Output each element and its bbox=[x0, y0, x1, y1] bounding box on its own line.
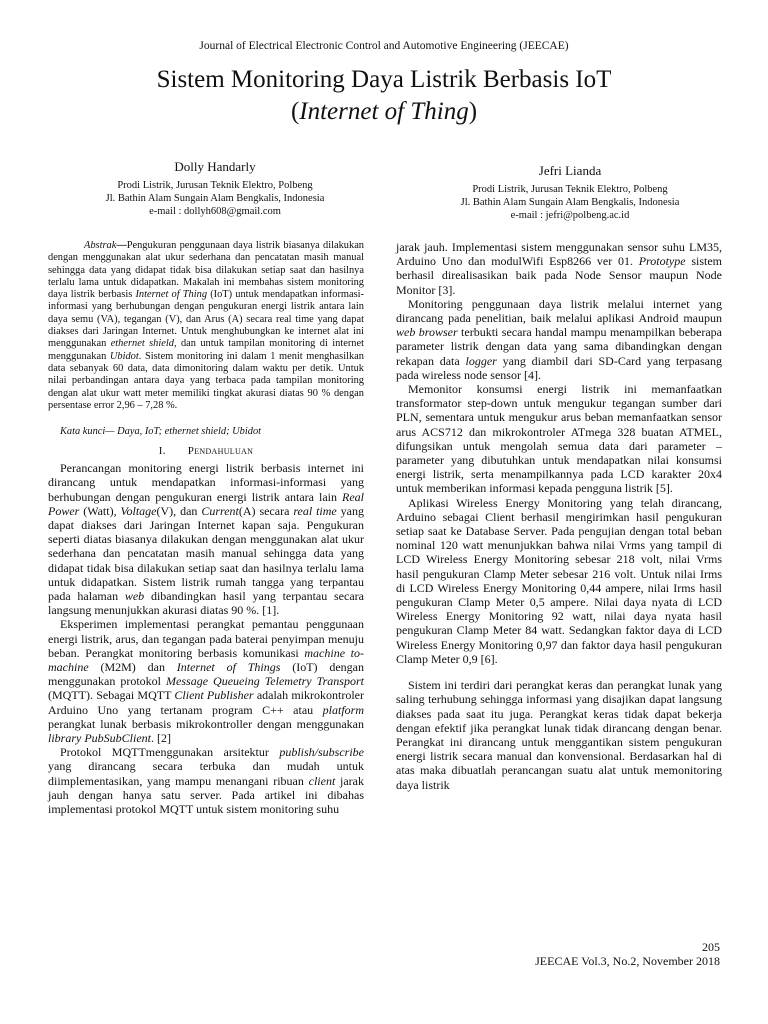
page-number: 205 bbox=[702, 940, 720, 954]
author-name: Dolly Handarly bbox=[174, 159, 256, 174]
author-email: e-mail : jefri@polbeng.ac.id bbox=[510, 210, 630, 221]
paragraph: jarak jauh. Implementasi sistem menggunakan sensor suhu LM35, Arduino Uno dan modulWifi Esp8266 ver 01. Prototype sistem berhasil direalisasikan baik pada Node Sensor maupun Node Monitor [3]. bbox=[396, 240, 722, 297]
keywords: Kata kunci— Daya, IoT; ethernet shield; Ubidot bbox=[60, 426, 262, 438]
author-email: e-mail : dollyh608@gmail.com bbox=[149, 206, 281, 217]
title-line-1: Sistem Monitoring Daya Listrik Berbasis IoT bbox=[156, 66, 612, 93]
abstract: Abstrak—Pengukuran penggunaan daya listrik biasanya dilakukan dengan menggunakan alat ukur sederhana dan pencatatan masih manual sehingga data yang didapat tidak bisa dilakukan setiap saat dan hasilnya terlalu lama untuk didapatkan. Makalah ini membahas sistem monitoring daya listrik berbasis Internet of Thing (IoT) untuk mendapatkan informasi-informasi yang berhubungan dengan pengukuran energi listrik antara lain daya semu (VA), tegangan (V), dan Arus (A) secara real time yang dapat diakses dari Jaringan Internet. Untuk menghubungkan ke internet alat ini menggunakan ethernet shield, dan untuk tampilan monitoring di internet menggunakan Ubidot. Sistem monitoring ini dalam 1 menit menghasilkan data sebanyak 60 data, data dimonitoring dalam waktu per detik. Untuk nilai perbandingan antara daya yang terbaca pada tampilan monitoring dengan alat ukur watt meter memiliki tingkat akurasi diatas 90 % dengan persentase error 2,96 – 7,28 %. bbox=[48, 240, 364, 411]
paragraph: Memonitor konsumsi energi listrik ini memanfaatkan transformator step-down untuk mengukur tegangan sumber dari PLN, sementara untuk mengukur arus beban memanfaatkan sensor arus ACS712 dan mikrokontroler ATmega 328 buatan ATMEL, difungsikan untuk mengolah semua data dari parameter – parameter yang dibutuhkan untuk mendapatkan nilai konsumsi energi listrik, serta menampilkannya pada LCD karakter 20x4 untuk memberikan informasi kepada pengguna listrik [5]. bbox=[396, 382, 722, 496]
paragraph: Protokol MQTTmenggunakan arsitektur publish/subscribe yang dirancang secara terbuka dan mudah untuk diimplementasikan, yang mampu menangani ribuan client jarak jauh dengan hanya satu server. Pada artikel ini dibahas implementasi protokol MQTT untuk sistem monitoring suhu bbox=[48, 745, 365, 817]
author-block-2 bbox=[390, 164, 750, 222]
section-heading: I. Pendahuluan bbox=[158, 445, 254, 458]
paragraph: Aplikasi Wireless Energy Monitoring yang telah dirancang, Arduino sebagai Client berhasil mengirimkan hasil pengukuran setiap saat ke Database Server. Pada pengujian dengan total beban nominal 120 watt menunjukkan bahwa nilai Vrms yang tampil di LCD Wireless Energy Monitoring sebesar 218 volt, nilai Vrms hasil pengukuran Clamp Meter sebesar 216 volt. Untuk nilai Irms di LCD Wireless Energy Monitoring 0,44 ampere, nilai Irms hasil pengukuran Clamp Meter 0,5 ampere. Nilai daya nyata di LCD Wireless Energy Monitoring 92 watt, nilai daya nyata hasil pengukuran Clamp Meter 84 watt. Sedangkan faktor daya di LCD Wireless Energy Monitoring 0,97 dan faktor daya hasil pengukuran Clamp Meter 0,9 [6]. bbox=[396, 495, 722, 666]
author-name: Jefri Lianda bbox=[538, 163, 602, 178]
paper-title bbox=[0, 64, 768, 128]
author-affiliation: Prodi Listrik, Jurusan Teknik Elektro, Polbeng bbox=[472, 184, 668, 195]
paragraph: Sistem ini terdiri dari perangkat keras dan perangkat lunak yang saling terhubung sehingga informasi yang disajikan dapat langsung diakses pada saat itu juga. Perangkat keras tidak dapat bekerja dengan efektif jika perangkat lunak tidak dirancang dengan benar. Perangkat ini dirancang untuk menggantikan sistem pengukuran energi listrik secara manual dan konvensional. Berdasarkan hal di atas maka dibuatlah perancangan suatu alat untuk memonitoring daya listrik bbox=[396, 678, 722, 792]
paragraph: Monitoring penggunaan daya listrik melalui internet yang dirancang pada penelitian, baik melalui aplikasi Android maupun web browser terbukti secara handal mampu menampilkan beberapa parameter listrik dengan data yang sama dibandingkan dengan rekapan data logger yang diambil dari SD-Card yang terpasang pada wireless node sensor [4]. bbox=[396, 296, 722, 382]
author-address: Jl. Bathin Alam Sungain Alam Bengkalis, Indonesia bbox=[460, 197, 680, 208]
journal-header: Journal of Electrical Electronic Control and Automotive Engineering (JEECAE) bbox=[199, 40, 569, 52]
left-column bbox=[48, 240, 364, 816]
paragraph: Eksperimen implementasi perangkat pemantau penggunaan energi listrik, arus, dan tegangan pada baterai penyimpan menuju beban. Perangkat monitoring berbasis komunikasi machine to- machine (M2M) dan Internet of Things (IoT) dengan menggunakan protokol Message Queueing Telemetry Transport (MQTT). Sebagai MQTT Client Publisher adalah mikrokontroler Arduino Uno yang tertanam program C++ atau platform perangkat lunak berbasis mikrokontroller dengan menggunakan library PubSubClient. [2] bbox=[48, 617, 364, 746]
paragraph: Perancangan monitoring energi listrik berbasis internet ini dirancang untuk mendapatkan informasi-informasi yang berhubungan dengan pengukuran energi listrik antara lain Real Power (Watt), Voltage(V), dan Current(A) secara real time yang dapat diakses dari Jaringan Internet kapan saja. Pengukuran seperti diatas biasanya dilakukan dengan menggunakan alat ukur sederhana dan pencatatan masih manual sehingga data yang didapat tidak bisa dilakukan setiap saat dan hasilnya terlalu lama untuk didapatkan. Sistem listrik rumah tangga yang terpantau pada halaman web dibandingkan hasil yang terpantau secara langsung menunjukkan akurasi diatas 90 %. [1]. bbox=[48, 461, 364, 618]
author-affiliation: Prodi Listrik, Jurusan Teknik Elektro, Polbeng bbox=[117, 180, 313, 191]
journal-volume: JEECAE Vol.3, No.2, November 2018 bbox=[535, 954, 720, 968]
right-column bbox=[396, 240, 722, 792]
title-line-2: (Internet of Thing) bbox=[290, 98, 478, 125]
author-address: Jl. Bathin Alam Sungain Alam Bengkalis, Indonesia bbox=[105, 193, 325, 204]
author-block-1 bbox=[40, 160, 390, 218]
